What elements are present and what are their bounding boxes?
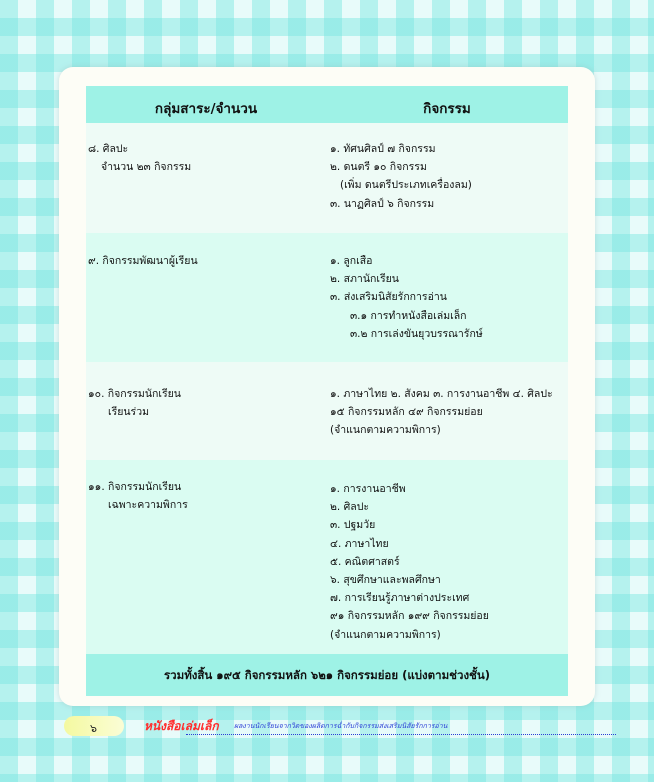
activity-item: ๑. การงานอาชีพ <box>330 483 406 495</box>
table-row <box>86 123 568 233</box>
activity-item: ๓. ปฐมวัย <box>330 519 376 532</box>
subject-cell <box>88 252 324 270</box>
subject-title: ๙. กิจกรรมพัฒนาผู้เรียน <box>88 255 198 267</box>
activity-note: (จำแนกตามความพิการ) <box>330 628 441 641</box>
activity-item: ๔. ภาษาไทย <box>330 537 389 550</box>
subject-title: ๑๑. กิจกรรมนักเรียน <box>88 481 182 493</box>
activity-item: ๙๑ กิจกรรมหลัก ๑๙๙ กิจกรรมย่อย <box>330 610 489 623</box>
activities-cell <box>330 480 566 644</box>
dotted-divider <box>186 734 616 735</box>
activities-cell <box>330 140 566 213</box>
page-number: ๖ <box>90 722 97 735</box>
activity-item: ๒. สภานักเรียน <box>330 273 399 286</box>
table-row <box>86 460 568 654</box>
activity-item: ๒. ศิลปะ <box>330 501 370 514</box>
activity-item: ๑๕ กิจกรรมหลัก ๔๙ กิจกรรมย่อย <box>330 406 483 419</box>
table-row <box>86 233 568 362</box>
activity-item: ๓. นาฏศิลป์ ๖ กิจกรรม <box>330 197 435 210</box>
activity-note: (เพิ่ม ดนตรีประเภทเครื่องลม) <box>340 179 472 192</box>
subject-cell <box>88 385 324 421</box>
subject-cell <box>88 478 324 514</box>
subject-subtitle: เฉพาะความพิการ <box>108 499 188 511</box>
activity-item: ๖. สุขศึกษาและพลศึกษา <box>330 574 441 587</box>
activity-item: ๒. ดนตรี ๑๐ กิจกรรม <box>330 161 427 174</box>
subject-subtitle: เรียนร่วม <box>108 406 150 418</box>
book-brand-title: หนังสือเล่มเล็ก <box>144 719 219 733</box>
subject-count: จำนวน ๒๓ กิจกรรม <box>101 161 192 173</box>
activity-item: ๑. ลูกเสือ <box>330 255 373 267</box>
subject-title: ๘. ศิลปะ <box>88 143 129 155</box>
subject-title: ๑๐. กิจกรรมนักเรียน <box>88 388 181 400</box>
activity-subitem: ๓.๒ การเล่งขันยุวบรรณารักษ์ <box>350 327 483 340</box>
activity-subitem: ๓.๑ การทำหนังสือเล่มเล็ก <box>350 309 467 322</box>
table-header <box>86 86 568 123</box>
header-activities: กิจกรรม <box>423 101 471 117</box>
subject-cell <box>88 140 324 176</box>
activity-item: ๑. ภาษาไทย ๒. สังคม ๓. การงานอาชีพ ๔. ศิลปะ <box>330 388 553 400</box>
activity-item: ๓. ส่งเสริมนิสัยรักการอ่าน <box>330 291 447 304</box>
total-summary: รวมทั้งสิ้น ๑๙๕ กิจกรรมหลัก ๖๒๑ กิจกรรมย่อย (แบ่งตามช่วงชั้น) <box>86 654 568 696</box>
activity-item: ๗. การเรียนรู้ภาษาต่างประเทศ <box>330 592 470 605</box>
header-subject-group: กลุ่มสาระ/จำนวน <box>154 101 258 117</box>
book-subtitle: ผลงานนักเรียนจากวิดของผลิตการฉ่ำกับกิจกรรมส่งเสริมนิสัยรักการอ่าน <box>234 722 448 730</box>
activities-cell <box>330 252 566 343</box>
activities-table <box>86 86 568 696</box>
table-row <box>86 362 568 460</box>
activity-item: ๕. คณิตศาสตร์ <box>330 555 400 568</box>
activity-item: ๑. ทัศนศิลป์ ๗ กิจกรรม <box>330 143 436 155</box>
activity-note: (จำแนกตามความพิการ) <box>330 424 441 437</box>
activities-cell <box>330 385 566 440</box>
page-footer <box>64 716 624 738</box>
